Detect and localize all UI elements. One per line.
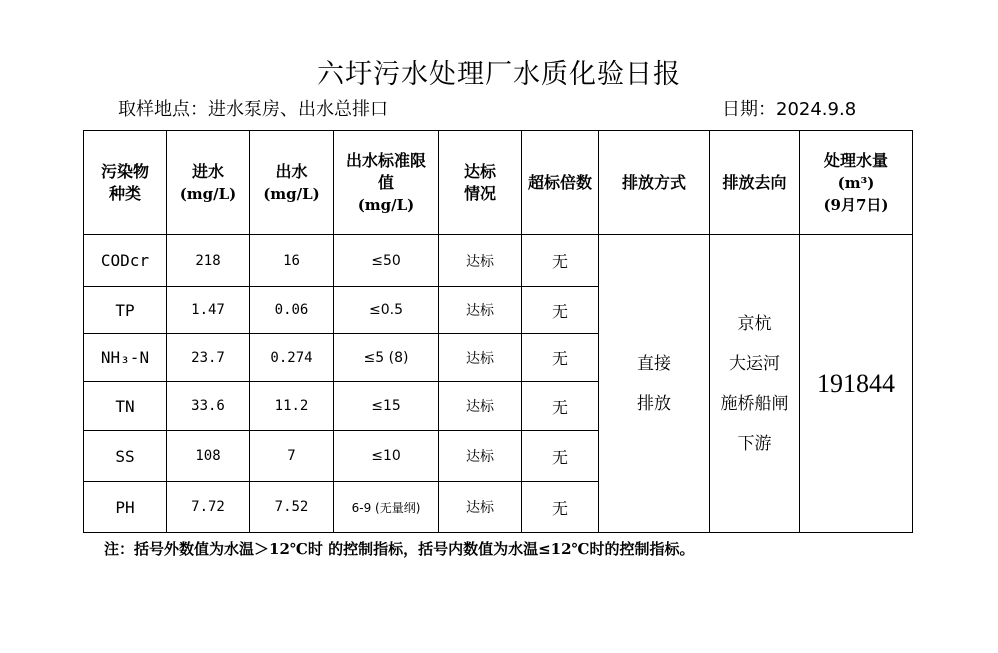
- outflow-value: 16: [250, 235, 334, 287]
- outflow-value: 7: [250, 431, 334, 482]
- outflow-value: 11.2: [250, 382, 334, 431]
- limit-value: ≤10: [334, 431, 439, 482]
- report-date: 日期：2024.9.8: [722, 99, 857, 120]
- footnote: 注：括号外数值为水温＞12℃时 的控制指标，括号内数值为水温≤12℃时的控制指标。: [104, 540, 695, 558]
- destination-line: 施桥船闸: [720, 393, 789, 414]
- status-value: 达标: [439, 431, 522, 482]
- excess-value: 无: [522, 431, 599, 482]
- header-row: [84, 131, 913, 235]
- inflow-value: 33.6: [167, 382, 250, 431]
- discharge-method-line: 排放: [637, 393, 671, 414]
- destination-line: 下游: [737, 433, 772, 454]
- inflow-value: 7.72: [167, 482, 250, 533]
- treated-volume: 191844: [800, 235, 913, 533]
- header-outflow: 出水 (mg/L): [250, 131, 334, 235]
- limit-value: ≤0.5: [334, 287, 439, 334]
- inflow-value: 1.47: [167, 287, 250, 334]
- header-limit: 出水标准限值 (mg/L): [334, 131, 439, 235]
- header-method: 排放方式: [599, 131, 710, 235]
- header-destination: 排放去向: [710, 131, 800, 235]
- report-title: 六圩污水处理厂水质化验日报: [317, 59, 681, 90]
- status-value: 达标: [439, 382, 522, 431]
- destination-line: 大运河: [729, 353, 780, 374]
- status-value: 达标: [439, 334, 522, 382]
- sampling-location: 取样地点：进水泵房、出水总排口: [118, 99, 388, 120]
- excess-value: 无: [522, 382, 599, 431]
- status-value: 达标: [439, 482, 522, 533]
- header-status: 达标情况: [439, 131, 522, 235]
- pollutant-name: NH₃-N: [84, 334, 167, 382]
- limit-value: ≤50: [334, 235, 439, 287]
- pollutant-name: PH: [84, 482, 167, 533]
- table-row: [84, 235, 913, 287]
- outflow-value: 7.52: [250, 482, 334, 533]
- destination-line: 京杭: [737, 313, 772, 334]
- header-pollutant: 污染物种类: [84, 131, 167, 235]
- excess-value: 无: [522, 334, 599, 382]
- pollutant-name: TN: [84, 382, 167, 431]
- header-excess: 超标倍数: [522, 131, 599, 235]
- pollutant-name: CODcr: [84, 235, 167, 287]
- inflow-value: 23.7: [167, 334, 250, 382]
- inflow-value: 108: [167, 431, 250, 482]
- pollutant-name: SS: [84, 431, 167, 482]
- outflow-value: 0.06: [250, 287, 334, 334]
- excess-value: 无: [522, 482, 599, 533]
- pollutant-name: TP: [84, 287, 167, 334]
- excess-value: 无: [522, 287, 599, 334]
- limit-value: ≤5 (8): [334, 334, 439, 382]
- outflow-value: 0.274: [250, 334, 334, 382]
- status-value: 达标: [439, 287, 522, 334]
- water-quality-table: [83, 130, 913, 533]
- status-value: 达标: [439, 235, 522, 287]
- discharge-method-cell: [599, 235, 710, 533]
- limit-value: 6-9 (无量纲): [334, 482, 439, 533]
- inflow-value: 218: [167, 235, 250, 287]
- discharge-destination-cell: [710, 235, 800, 533]
- header-volume: 处理水量 (m³) (9月7日): [800, 131, 913, 235]
- limit-value: ≤15: [334, 382, 439, 431]
- excess-value: 无: [522, 235, 599, 287]
- header-inflow: 进水 (mg/L): [167, 131, 250, 235]
- discharge-method-line: 直接: [637, 353, 671, 374]
